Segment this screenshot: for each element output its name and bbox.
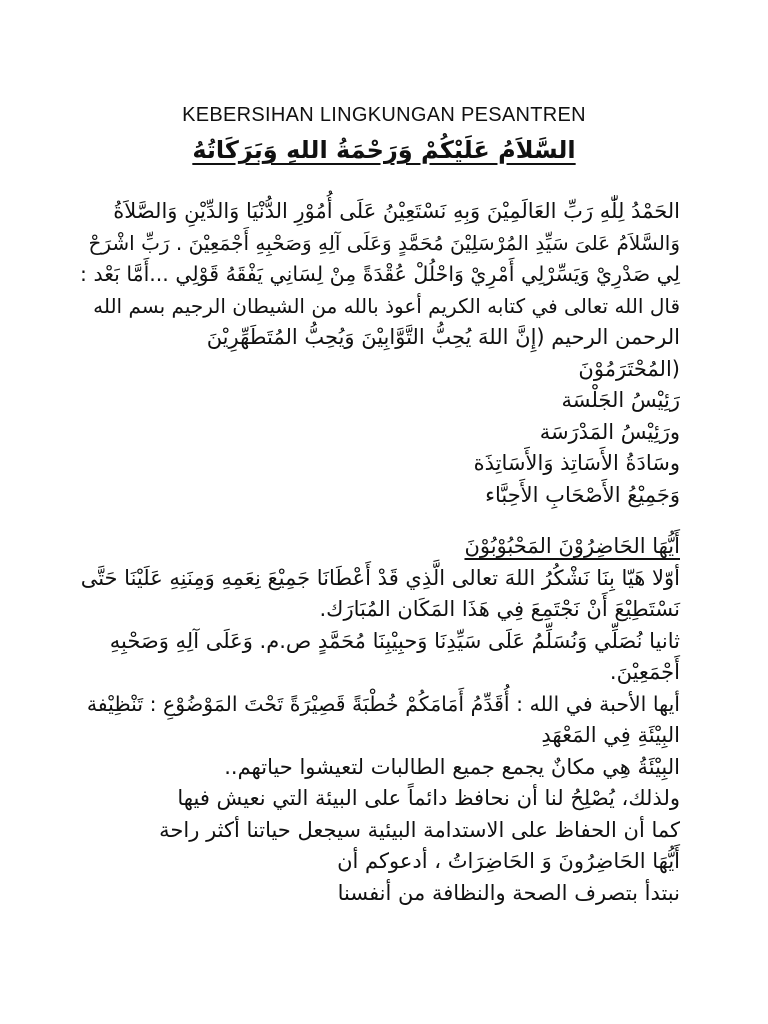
content-line-7: البِيْئَةُ هِي مكانٌ يجمع جميع الطالبات لتعيشوا حياتهم.. <box>224 754 680 779</box>
opening-line-3: لِي صَدْرِيْ وَيَسِّرْلِي أَمْرِيْ وَاحْلُلْ عُقْدَةً مِنْ لِسَانِي يَفْقَهُ قَوْلِي ...أَمَّا بَعْد : <box>80 262 680 286</box>
salam-greeting: السَّلاَمُ عَلَيْكُمْ وَرَحْمَةُ اللهِ وَبَرَكَاتُهُ <box>192 136 576 164</box>
content-line-10: أَيُّهَا الحَاضِرُونَ وَ الحَاضِرَاتُ ، أدعوكم أن <box>337 849 680 873</box>
content-line-6: البِيْئَةِ فِي المَعْهَدِ <box>541 723 680 747</box>
opening-line-4: قال الله تعالى في كتابه الكريم أعوذ بالله من الشيطان الرجيم بسم الله <box>93 293 680 318</box>
paragraph-gap <box>80 511 680 531</box>
speech-body <box>80 196 680 909</box>
opening-paragraph <box>80 196 680 354</box>
opening-line-5: الرحمن الرحيم (إِنَّ اللهَ يُحِبُّ التَّوَّابِيْنَ وَيُحِبُّ المُتَطَهِّرِيْنَ <box>206 325 680 349</box>
content-paragraph <box>80 531 680 909</box>
addressee-line-4: وسَادَةُ الأَسَاتِذ وَالأَسَاتِذَة <box>473 451 680 475</box>
addressee-line-1: (المُحْتَرَمُوْنَ <box>578 356 680 381</box>
content-line-5: أيها الأحبة في الله : أُقَدِّمُ أَمَامَكُمْ خُطْبَةً قَصِيْرَةً تَحْتَ المَوْضُوْعِ : تَنْظِيْفة <box>86 691 680 716</box>
opening-line-1: الحَمْدُ لِلّٰهِ رَبِّ العَالَمِيْنَ وَبِهِ نَسْتَعِيْنُ عَلَى أُمُوْرِ الدُّنْيَا وَالدِّيْنِ وَالصَّلاَةُ <box>113 199 680 223</box>
content-line-4: أَجْمَعِيْنَ. <box>609 660 680 684</box>
content-line-1: أوّلا هَيّا بِنَا نَشْكُرُ اللهَ تعالى الَّذِي قَدْ أَعْطَانَا جَمِيْعَ نِعَمِهِ وَمِنَنِهِ عَلَيْنَا حَتَّى <box>80 565 680 590</box>
addressee-line-5: وَجَمِيْعُ الأَصْحَابِ الأَحِبَّاء <box>485 482 680 507</box>
content-line-11: نبتدأ بتصرف الصحة والنظافة من أنفسنا <box>337 880 680 905</box>
addressee-line-3: ورَئِيْسُ المَدْرَسَة <box>539 419 680 444</box>
content-line-2: نَسْتَطِيْعَ أَنْ نَجْتَمِعَ فِي هَذَا المَكَان المُبَارَك. <box>319 597 680 621</box>
addressees-list <box>80 354 680 512</box>
addressee-line-2: رَئِيْسُ الجَلْسَة <box>561 388 680 412</box>
content-line-9: كما أن الحفاظ على الاستدامة البيئية سيجعل حياتنا أكثر راحة <box>159 817 680 842</box>
audience-heading: أَيُّهَا الحَاضِرُوْنَ المَحْبُوْبُوْنَ <box>464 534 680 558</box>
content-line-8: ولذلك، يُصْلِحُ لنا أن نحافظ دائماً على البيئة التي نعيش فيها <box>177 786 680 810</box>
opening-line-2: وَالسَّلاَمُ عَلىَ سَيِّدِ المُرْسَلِيْنَ مُحَمَّدٍ وَعَلَى آلِهِ وَصَحْبِهِ أَجْمَعِيْنَ . رَبِّ اشْرَحْ <box>88 230 680 255</box>
document-title: KEBERSIHAN LINGKUNGAN PESANTREN <box>182 104 586 126</box>
content-line-3: ثانيا نُصَلِّي وَنُسَلِّمُ عَلَى سَيِّدِنَا وَحبِيْبِنَا مُحَمَّدٍ ص.م. وَعَلَى آلِهِ وَصَحْبِهِ <box>109 628 680 653</box>
